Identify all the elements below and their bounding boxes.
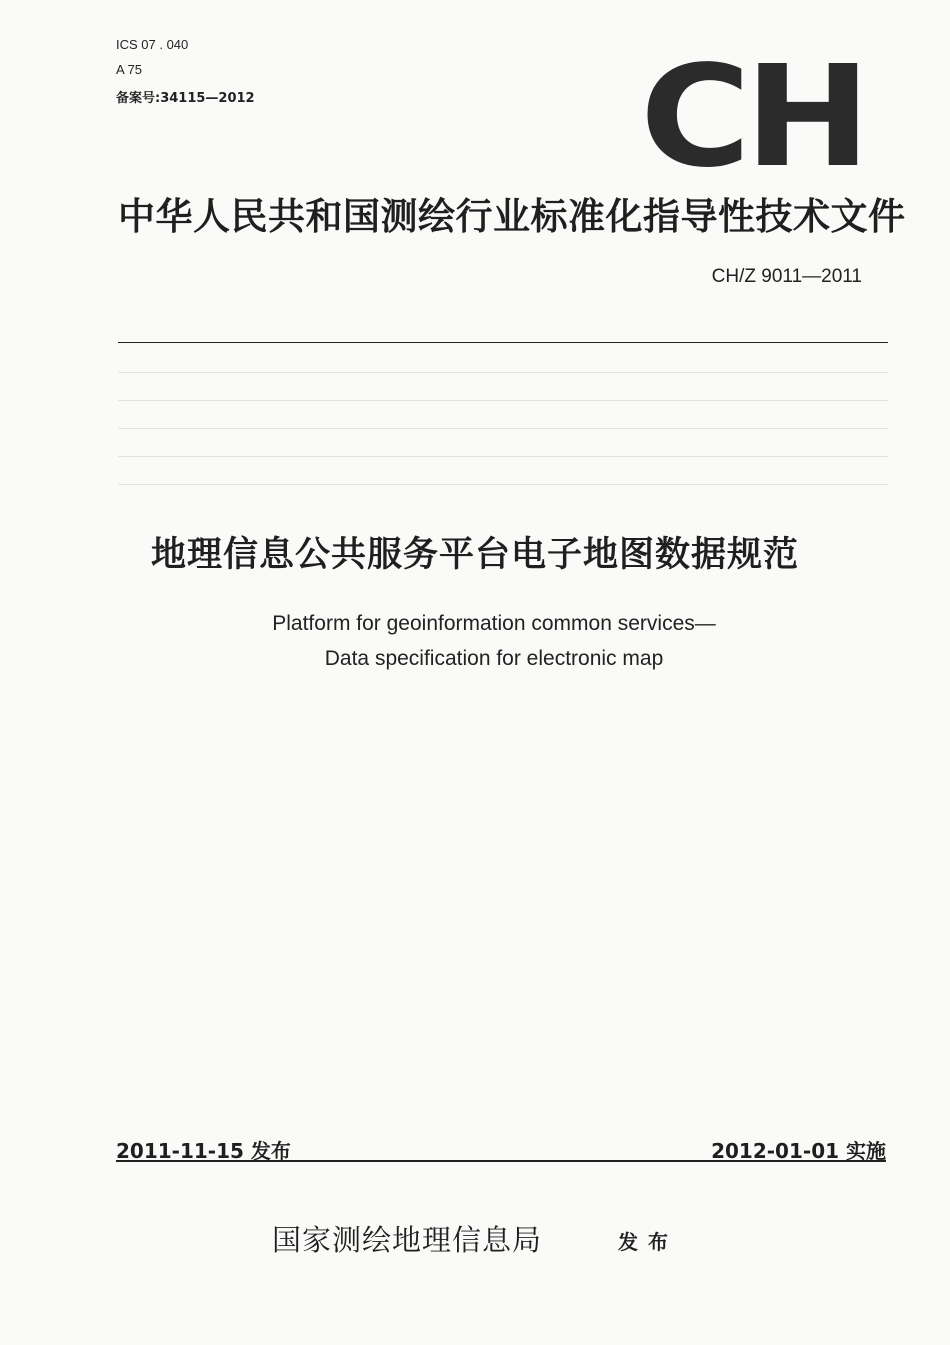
bleed-through-line	[118, 484, 888, 485]
standard-number: CH/Z 9011—2011	[711, 266, 862, 287]
document-title-zh: 地理信息公共服务平台电子地图数据规范	[150, 535, 799, 575]
publisher-name: 国家测绘地理信息局	[272, 1223, 543, 1257]
bleed-through-line	[118, 456, 888, 457]
bleed-through-line	[118, 372, 888, 373]
document-title-en-line2: Data specification for electronic map	[324, 647, 664, 670]
top-divider	[118, 342, 888, 343]
series-title: 中华人民共和国测绘行业标准化指导性技术文件	[118, 195, 906, 238]
publish-label: 发布	[618, 1230, 678, 1254]
ics-code: ICS 07 . 040	[116, 37, 189, 52]
implementation-date: 2012-01-01 实施	[711, 1139, 886, 1163]
bottom-divider	[116, 1160, 886, 1162]
record-number: 备案号:34115—2012	[116, 91, 255, 106]
classification-code: A 75	[116, 62, 143, 77]
document-title-en-line1: Platform for geoinformation common services—	[272, 612, 716, 635]
issue-date: 2011-11-15 发布	[116, 1139, 291, 1163]
bleed-through-line	[118, 428, 888, 429]
ch-logo: CH	[640, 36, 865, 199]
bleed-through-line	[118, 400, 888, 401]
